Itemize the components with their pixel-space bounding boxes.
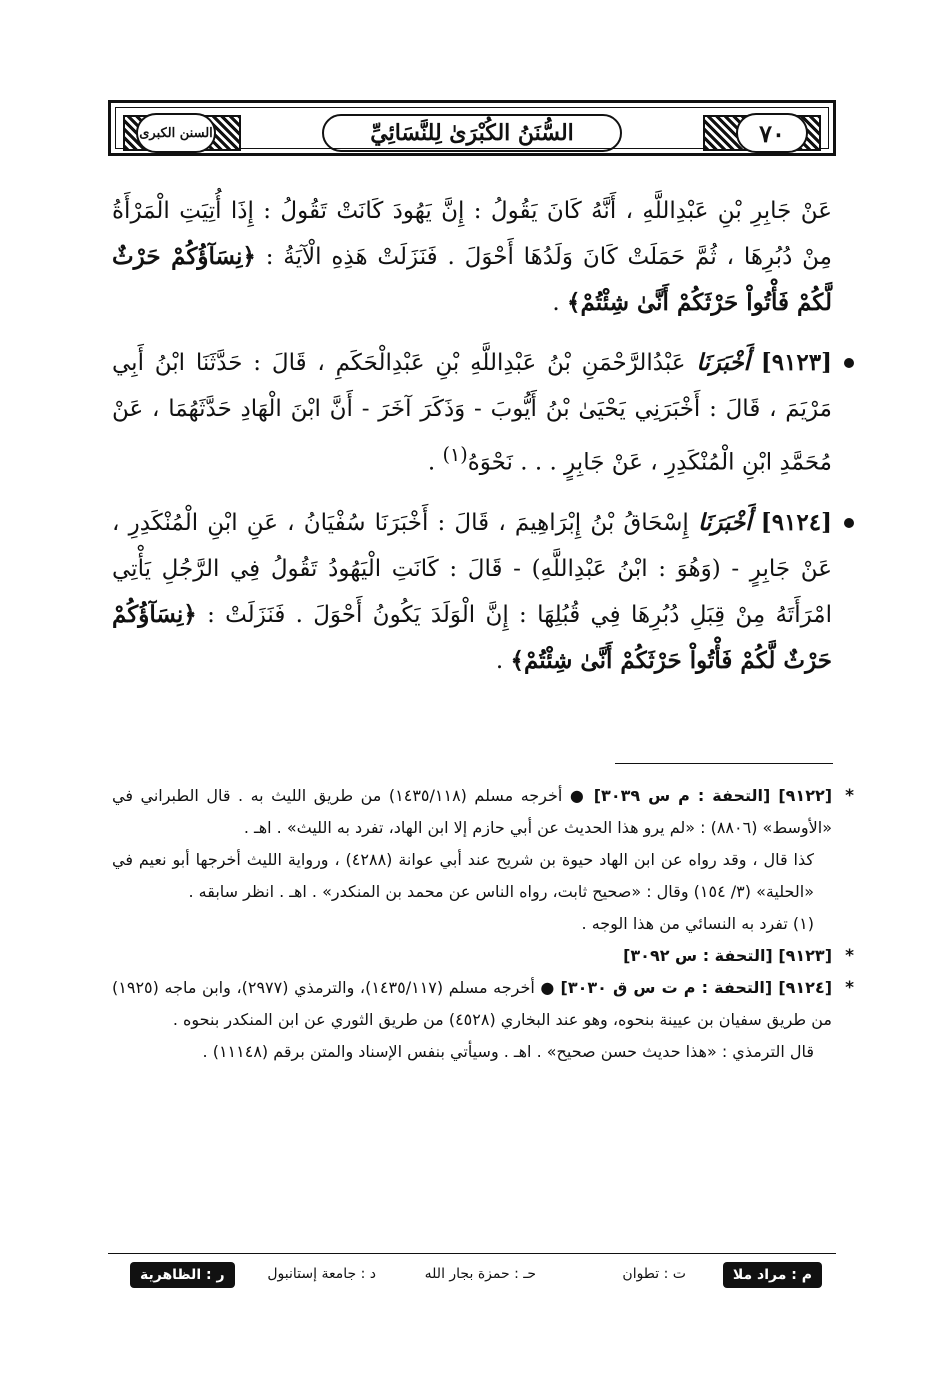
hadith-9123 — [112, 340, 832, 486]
note-tag: [٩١٢٤] [التحفة : م ت س ق ٣٠٣٠] — [560, 978, 833, 997]
manuscript-r: ر : الظاهرية — [130, 1262, 235, 1288]
note-9124 — [112, 972, 854, 1036]
paragraph-9122-end — [112, 188, 832, 326]
hadith-9124 — [112, 500, 832, 684]
page-header — [108, 100, 836, 156]
footnote-divider — [615, 763, 833, 764]
note-tag: [٩١٢٣] [التحفة : س ٣٠٩٢] — [623, 946, 832, 965]
akhbarana: أَخْبَرَنَا — [696, 349, 750, 376]
book-title: السُّنَنُ الكُبْرَىٰ لِلنَّسَائِيِّ — [322, 114, 622, 152]
note-9124-continued: قال الترمذي : «هذا حديث حسن صحيح» . اهـ . وسيأتي بنفس الإسناد والمتن برقم (١١١٤٨) . — [202, 1042, 814, 1061]
quran-verse: ﴿نِسَآؤُكُمْ حَرْثٌ لَّكُمْ فَأْتُواْ حَرْثَكُمْ أَنَّىٰ شِئْتُمْ﴾ — [112, 600, 832, 674]
footer-divider — [108, 1253, 836, 1254]
note-text: ● أخرجه مسلم (١٤٣٥/١١٧)، والترمذي (٢٩٧٧)، وابن ماجه (١٩٢٥) من طريق سفيان بن عيينة بنحوه، وهو عند البخاري (٤٥٢٨) من طريق الثوري عن ابن المنكدر بنحوه . — [112, 978, 832, 1029]
manuscript-h: حـ : حمزة بجار الله — [424, 1266, 536, 1282]
hadith-text: عَبْدُالرَّحْمَنِ بْنُ عَبْدِاللَّهِ بْنِ عَبْدِالْحَكَمِ ، قَالَ : حَدَّثَنَا ابْنُ أَبِي مَرْيَمَ ، قَالَ : أَخْبَرَنِي يَحْيَىٰ بْنُ أَيُّوبَ - وَذَكَرَ آخَرَ - أَنَّ ابْنَ الْهَادِ حَدَّثَهُمَا ، عَنْ مُحَمَّدِ ابْنِ الْمُنْكَدِرِ ، عَنْ جَابِرٍ . . . نَحْوَهُ — [112, 350, 832, 476]
footnote-1: (١) تفرد به النسائي من هذا الوجه . — [581, 914, 814, 933]
page-number: ٧٠ — [736, 113, 808, 153]
note-text: ● أخرجه مسلم (١٤٣٥/١١٨) من طريق الليث به . قال الطبراني في «الأوسط» (٨٨٠٦) : «لم يرو هذا الحديث عن أبي حازم إلا ابن الهاد، تفرد به الليث» . اهـ . — [112, 786, 832, 837]
bullet-icon — [844, 358, 854, 368]
para1-end: . — [552, 290, 568, 316]
akhbarana: أَخْبَرَنَا — [697, 508, 752, 536]
hadith-text: إِسْحَاقُ بْنُ إِبْرَاهِيمَ ، قَالَ : أَخْبَرَنَا سُفْيَانُ ، عَنِ ابْنِ الْمُنْكَدِرِ ، عَنْ جَابِرٍ - (وَهُوَ : ابْنُ عَبْدِاللَّهِ) - قَالَ : كَانَتِ الْيَهُودُ تَقُولُ فِي الرَّجُلِ يَأْتِي امْرَأَتَهُ مِنْ قِبَلِ دُبُرِهَا فِي قُبُلِهَا : إِنَّ الْوَلَدَ يَكُونُ أَحْوَلَ . فَنَزَلَتْ : — [112, 509, 832, 628]
manuscript-m: م : مراد ملا — [723, 1262, 822, 1288]
main-text — [112, 188, 832, 698]
bullet-icon — [844, 518, 854, 528]
note-9123 — [112, 940, 854, 972]
para1-text: عَنْ جَابِرِ بْنِ عَبْدِاللَّهِ ، أَنَّهُ كَانَ يَقُولُ : إِنَّ يَهُودَ كَانَتْ تَقُولُ : إِذَا أُتِيَتِ الْمَرْأَةُ مِنْ دُبُرِهَا ، ثُمَّ حَمَلَتْ كَانَ وَلَدُهَا أَحْوَلَ . فَنَزَلَتْ هَذِهِ الْآيَةُ : — [112, 198, 832, 270]
book-logo: السنن الكبرى — [136, 113, 216, 153]
note-tag: [٩١٢٢] [التحفة : م س ٣٠٣٩] — [593, 786, 833, 805]
asterisk-icon: * — [845, 946, 854, 966]
header-frame — [115, 107, 829, 149]
commentary-notes — [112, 780, 854, 1068]
hadith-number: [٩١٢٣] — [760, 349, 833, 376]
note-9122-continued: كذا قال ، وقد رواه عن ابن الهاد حيوة بن شريح عند أبي عوانة (٤٢٨٨) ، ورواية الليث أخرجها أبو نعيم في «الحلية» (٣/ ١٥٤) وقال : «صحيح ثابت، رواه الناس عن محمد بن المنكدر» . اهـ . انظر سابقه . — [112, 850, 814, 901]
note-9122 — [112, 780, 854, 844]
hadith-end: . — [427, 449, 443, 476]
asterisk-icon: * — [845, 786, 854, 806]
manuscript-d: د : جامعة إستانبول — [267, 1266, 376, 1282]
asterisk-icon: * — [845, 978, 854, 998]
quran-verse: ﴿نِسَآؤُكُمْ حَرْثٌ لَّكُمْ فَأْتُواْ حَرْثَكُمْ أَنَّىٰ شِئْتُمْ﴾ — [112, 243, 832, 316]
manuscript-t: ت : تطوان — [622, 1266, 686, 1282]
hadith-number: [٩١٢٤] — [760, 508, 832, 536]
hadith-end: . — [495, 647, 511, 674]
manuscript-key — [108, 1262, 836, 1290]
footnote-ref: (١) — [442, 443, 468, 466]
